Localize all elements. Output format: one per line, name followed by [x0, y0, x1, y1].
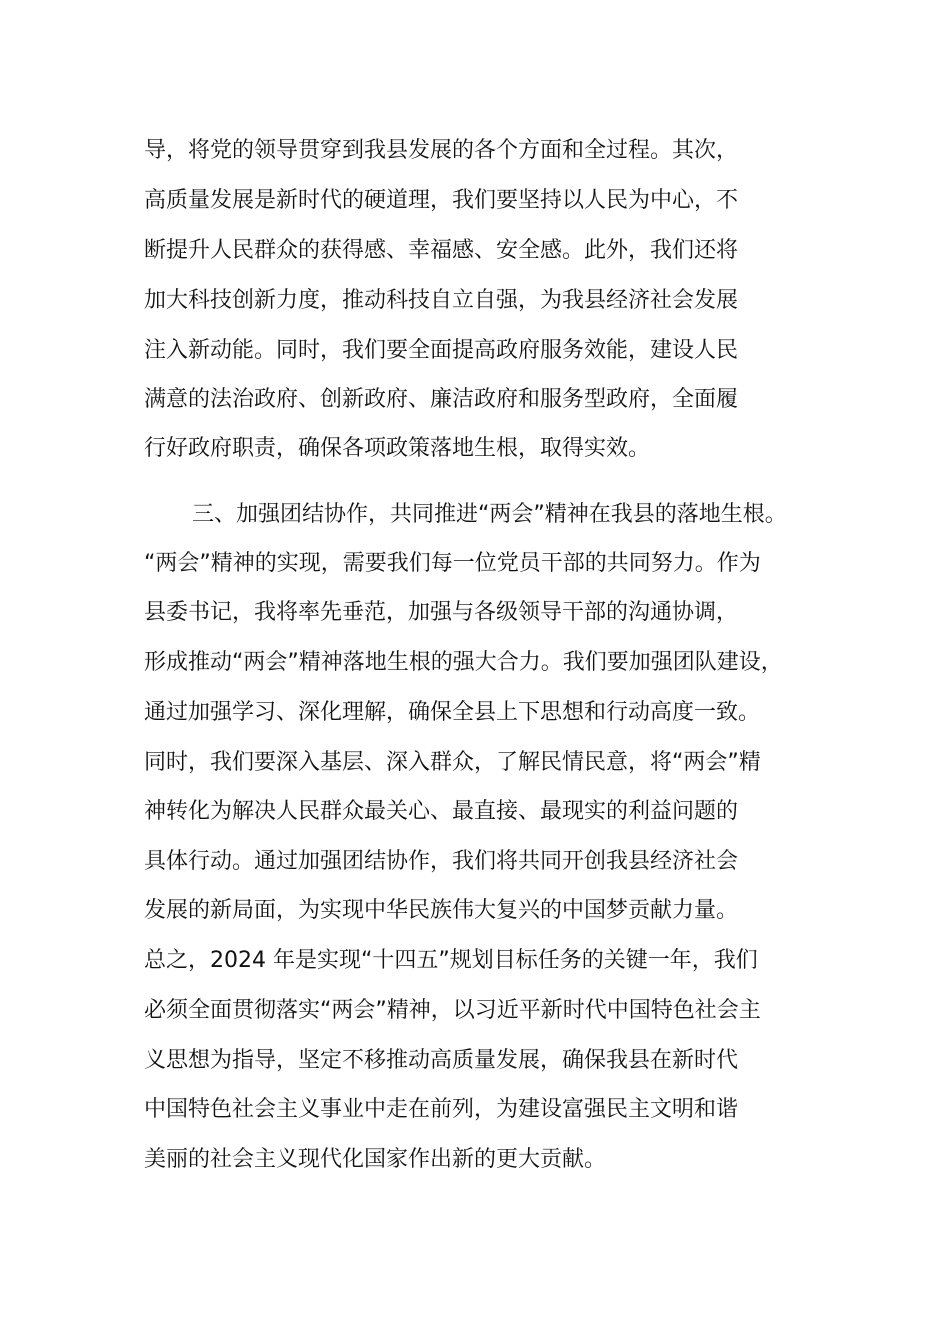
text-line: 中国特色社会主义事业中走在前列，为建设富强民主文明和谐 [144, 1097, 739, 1122]
text-line: 县委书记，我将率先垂范，加强与各级领导干部的沟通协调， [144, 600, 739, 625]
text-line: 总之，2024 年是实现“十四五”规划目标任务的关键一年，我们 [144, 948, 758, 973]
text-line: “两会”精神的实现，需要我们每一位党员干部的共同努力。作为 [144, 551, 761, 576]
text-line: 加大科技创新力度，推动科技自立自强，为我县经济社会发展 [144, 288, 739, 313]
text-line: 形成推动“两会”精神落地生根的强大合力。我们要加强团队建设， [144, 650, 783, 675]
text-line: 义思想为指导，坚定不移推动高质量发展，确保我县在新时代 [144, 1048, 739, 1073]
text-line: 行好政府职责，确保各项政策落地生根，取得实效。 [144, 436, 651, 461]
text-line: 高质量发展是新时代的硬道理，我们要坚持以人民为中心，不 [144, 188, 739, 213]
text-line: 神转化为解决人民群众最关心、最直接、最现实的利益问题的 [144, 799, 739, 824]
text-line: 同时，我们要深入基层、深入群众，了解民情民意，将“两会”精 [144, 750, 761, 775]
section-heading-line: 三、加强团结协作，共同推进“两会”精神在我县的落地生根。 [192, 502, 787, 527]
text-line: 注入新动能。同时，我们要全面提高政府服务效能，建设人民 [144, 338, 739, 363]
text-line: 导，将党的领导贯穿到我县发展的各个方面和全过程。其次， [144, 138, 739, 163]
text-line: 具体行动。通过加强团结协作，我们将共同开创我县经济社会 [144, 849, 739, 874]
text-line: 美丽的社会主义现代化国家作出新的更大贡献。 [144, 1147, 607, 1172]
text-line: 必须全面贯彻落实“两会”精神，以习近平新时代中国特色社会主 [144, 998, 761, 1023]
text-line: 通过加强学习、深化理解，确保全县上下思想和行动高度一致。 [144, 700, 761, 725]
text-line: 断提升人民群众的获得感、幸福感、安全感。此外，我们还将 [144, 238, 739, 263]
text-line: 发展的新局面，为实现中华民族伟大复兴的中国梦贡献力量。 [144, 898, 739, 923]
text-line: 满意的法治政府、创新政府、廉洁政府和服务型政府，全面履 [144, 387, 739, 412]
